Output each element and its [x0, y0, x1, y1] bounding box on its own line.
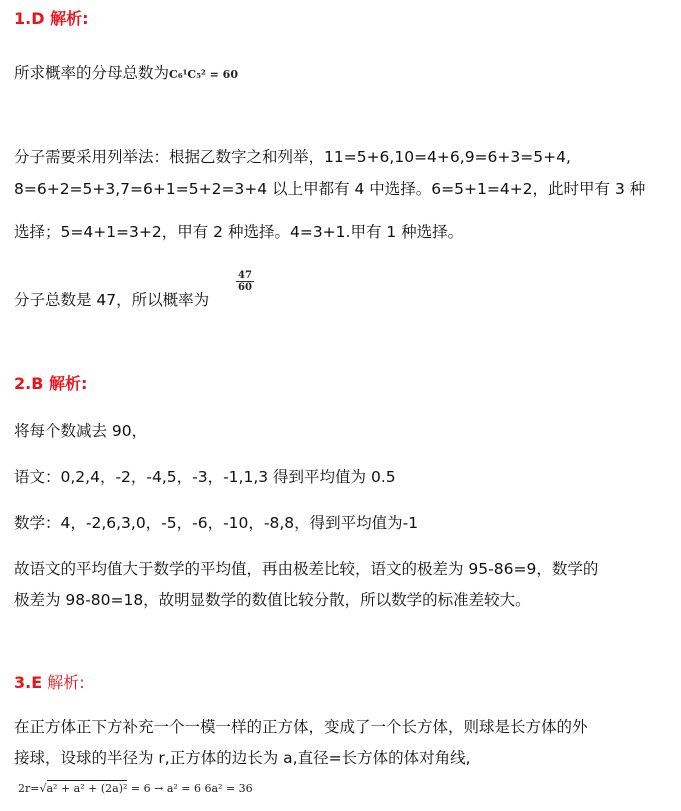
q3-formula — [18, 782, 253, 795]
q3-heading-label: 解析: — [42, 673, 85, 692]
q2-line-4: 故语文的平均值大于数学的平均值，再由极差比较，语文的极差为 95-86=9，数学的 — [14, 560, 599, 578]
q1-heading: 1.D 解析: — [14, 9, 89, 28]
q2-line-3: 数学：4，-2,6,3,0，-5，-6，-10，-8,8，得到平均值为-1 — [14, 514, 419, 532]
q1-denominator-line — [14, 63, 238, 85]
q1-denominator-formula: C₆¹C₅² = 60 — [169, 68, 238, 81]
q3-formula-rest: = 6 → a² = 6 6a² = 36 — [127, 782, 253, 795]
q2-line-2: 语文：0,2,4，-2，-4,5，-3，-1,1,3 得到平均值为 0.5 — [14, 468, 396, 486]
q2-line-1: 将每个数减去 90， — [14, 422, 148, 440]
q3-line-2: 接球，设球的半径为 r,正方体的边长为 a,直径=长方体的体对角线, — [14, 749, 471, 767]
q1-fraction-denominator: 60 — [238, 282, 252, 293]
q1-para-line-1: 分子需要采用列举法：根据乙数字之和列举，11=5+6,10=4+6,9=6+3=5+4, — [14, 148, 571, 166]
q2-heading: 2.B 解析: — [14, 374, 88, 393]
q1-para-line-3: 选择；5=4+1=3+2，甲有 2 种选择。4=3+1.甲有 1 种选择。 — [14, 223, 464, 241]
q3-heading — [14, 673, 85, 693]
q3-line-1: 在正方体正下方补充一个一模一样的正方体，变成了一个长方体，则球是长方体的外 — [14, 718, 588, 736]
q1-denominator-text: 所求概率的分母总数为 — [14, 64, 170, 82]
q1-para-line-2: 8=6+2=5+3,7=6+1=5+2=3+4 以上甲都有 4 中选择。6=5+1=4+2，此时甲有 3 种 — [14, 180, 646, 198]
q2-line-5: 极差为 98-80=18，故明显数学的数值比较分散，所以数学的标准差较大。 — [14, 591, 531, 609]
q1-probability-fraction — [236, 270, 254, 293]
q3-formula-prefix: 2r= — [18, 782, 40, 795]
q1-fraction-numerator: 47 — [236, 270, 254, 282]
sqrt-icon: √ — [39, 782, 47, 795]
q3-formula-radicand: a² + a² + (2a)² — [46, 782, 128, 795]
q3-heading-answer: 3.E — [14, 673, 43, 692]
q1-final-line: 分子总数是 47，所以概率为 — [14, 291, 210, 309]
